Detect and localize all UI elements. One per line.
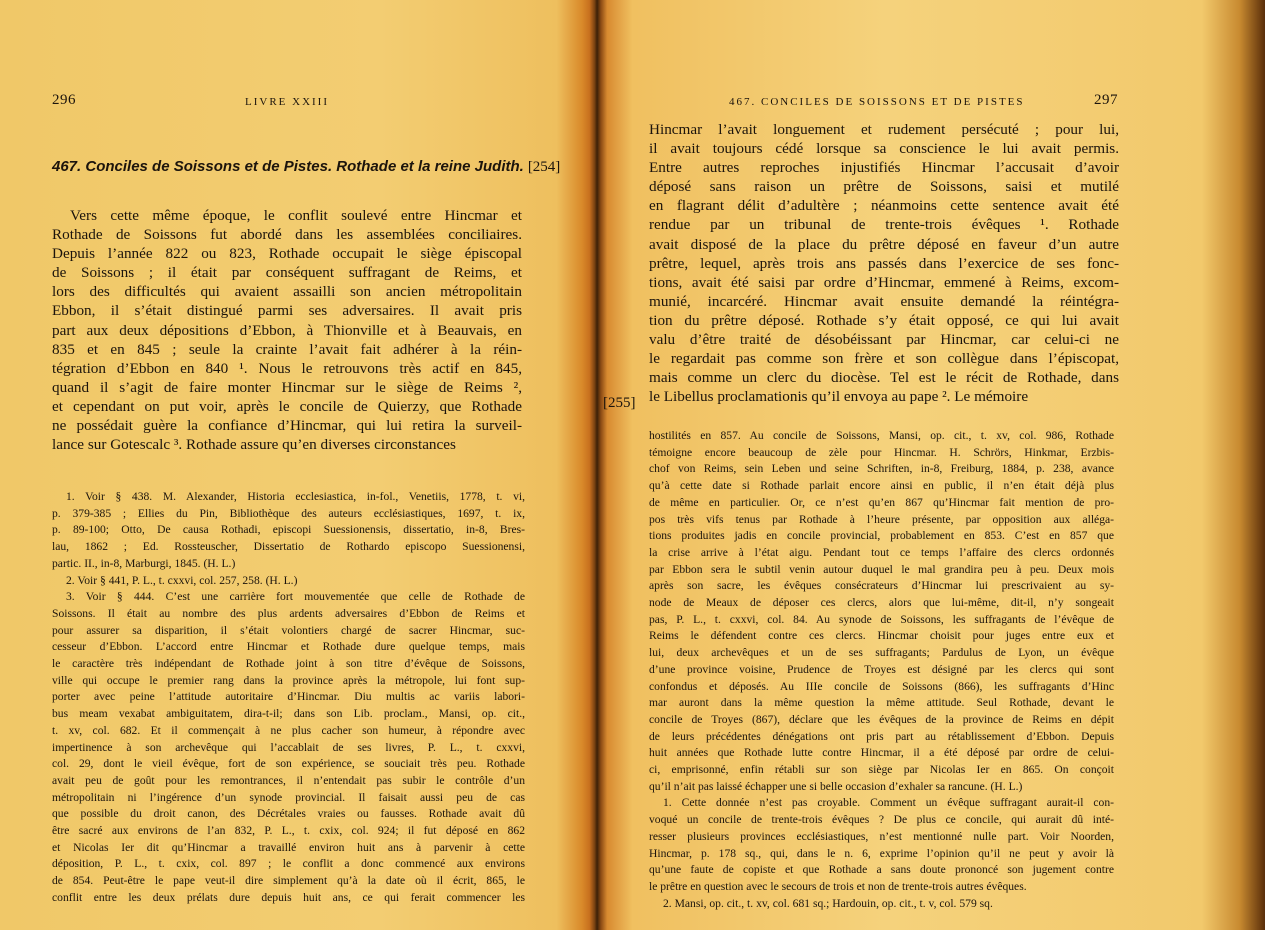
text-line: Reims le défendent contre ces clercs. Hincmar choisit pour juges entre eux et [649,629,1114,643]
text-line: 2. Voir § 441, P. L., t. cxxvi, col. 257, 258. (H. L.) [66,573,298,587]
text-line: munié, incarcéré. Hincmar avait ensuite demandé la réintégra- [649,292,1119,310]
text-line: part aux deux dépositions d’Ebbon, à Thionville et à Beauvais, en [52,321,522,339]
text-line: être sacré aux environs de l’an 832, P. L., t. cxix, col. 924; il fut déposé en 862 [52,824,525,838]
text-line: ci, emprisonné, enfin rétabli sur son siège par Nicolas Ier en 865. On conçoit [649,763,1114,777]
text-line: de Soissons ; il était par conséquent suffragant de Reims, et [52,264,522,282]
text-line: témoigne encore beaucoup de zèle pour Hincmar. H. Schrörs, Hinkmar, Erzbis- [649,445,1114,459]
section-title-text: 467. Conciles de Soissons et de Pistes. Rothade et la reine Judith. [52,158,524,175]
text-line: Depuis l’année 822 ou 823, Rothade occupait le siège épiscopal [52,245,522,263]
text-line: col. 29, dont le vieil évêque, fort de son expérience, se souciait très peu. Rothade [52,757,525,771]
text-line: Ebbon, il s’était distingué parmi ses adversaires. Il avait pris [52,302,522,320]
section-title [52,158,572,176]
footnotes [52,489,525,907]
text-line: avait disposé de la place du prêtre déposé en faveur d’un autre [649,235,1119,253]
text-line: Rothade de Soissons fut abordé dans les assemblées conciliaires. [52,226,522,244]
text-line: déposé sans raison un prêtre de Soissons, saisi et mutilé [649,178,1119,196]
text-line: après son sacre, les évêques consécrateurs d’Hincmar lui prescrivaient au sy- [649,579,1114,593]
right-page [593,0,1253,930]
text-line: le caractère très indépendant de Rothade joint à son titre d’évêque de Soissons, [52,657,525,671]
main-text [52,206,522,454]
text-line: ville qui occupe le premier rang dans la province après la métropole, lui font sup- [52,673,525,687]
text-line: tions, avait été saisi par ordre d’Hincmar, emmené à Reims, excom- [649,273,1119,291]
text-line: qu’à cette date si Rothade parlait encore ainsi en public, il n’en était déjà plus [649,479,1114,493]
text-line: 835 et en 845 ; seule la crainte l’avait fait adhérer à la réin- [52,340,522,358]
text-line: 2. Mansi, op. cit., t. xv, col. 681 sq.; Hardouin, op. cit., t. v, col. 579 sq. [663,896,993,910]
text-line: tégration d’Ebbon en 840 ¹. Nous le retrouvons très actif en 845, [52,359,522,377]
text-line: hostilités en 857. Au concile de Soissons, Mansi, op. cit., t. xv, col. 986, Rothade [649,429,1114,442]
text-line: p. 379-385 ; Ellies du Pin, Bibliothèque des auteurs ecclésiastiques, 1697, t. ix, [52,506,525,520]
text-line: impertinence à son archevêque qui l’accablait de ses livres, P. L., t. cxxvi, [52,740,525,754]
page-number: 296 [52,92,76,108]
text-line: cesseur d’Ebbon. L’accord entre Hincmar et Rothade dure quelque temps, mais [52,640,525,654]
text-line: pas, P. L., t. cxxvi, col. 84. Au synode de Soissons, les suffragants de l’évêque de [649,612,1114,626]
text-line: lance sur Gotescalc ³. Rothade assure qu’en diverses circonstances [52,436,456,454]
text-line: rendue par un tribunal de trente-trois évêques ¹. Rothade [649,216,1119,234]
text-line: node de Meaux de déposer ces clercs, alors que lui-même, dit-il, n’y songeait [649,596,1114,610]
text-line: qu’il n’ait pas laissé échapper une si belle occasion d’exhaler sa rancune. (H. L.) [649,779,1023,793]
footnotes [649,428,1114,912]
text-line: pos très vifs tenus par Rothade à l’heure présente, par opposition aux alléga- [649,512,1114,526]
text-line: Entre autres reproches injustifiés Hincmar l’accusait d’avoir [649,159,1119,177]
text-line: voqué un concile de trente-trois évêques ? De plus ce concile, qui aurait dû inté- [649,813,1114,827]
text-line: porter avec peine l’attitude autoritaire d’Hincmar. Diu multis ac variis labori- [52,690,525,704]
section-margin-mark: [254] [527,159,561,175]
text-line: quand il s’agit de faire monter Hincmar sur le siège de Reims ², [52,378,522,396]
text-line: le prêtre en question avec le secours de trois et non de trente-trois autres évêques. [649,879,1027,893]
text-line: confondus et déposés. Au IIIe concile de Soissons (866), les suffragants d’Hinc [649,679,1114,693]
text-line: la crise arrive à l’état aigu. Pendant tout ce temps l’affaire des clercs ordonnés [649,545,1114,559]
text-line: lors des difficultés qui avaient assailli son ancien métropolitain [52,283,522,301]
text-line: et Nicolas Ier dit qu’Hincmar a travaillé environ huit ans à parvenir à cette [52,840,525,854]
text-line: prêtre, lequel, après trois ans passés dans l’exercice de ses fonc- [649,254,1119,272]
text-line: mais comme un clerc du diocèse. Tel est le récit de Rothade, dans [649,369,1119,387]
text-line: de leurs précédentes dénégations ont pris part au rétablissement d’Ebbon. Depuis [649,729,1114,743]
text-line: Vers cette même époque, le conflit soulevé entre Hincmar et [70,207,522,224]
text-line: huit années que Rothade lutte contre Hincmar, il a été déposé par ordre de celui- [649,746,1114,760]
text-line: tion du prêtre déposé. Rothade s’y était opposé, ce qui lui avait [649,311,1119,329]
text-line: métropolitain ni l’ingérence d’un synode provincial. Il faisait aussi peu de cas [52,790,525,804]
text-line: mar auront dans la même question la même attitude. Seul Rothade, devant le [649,696,1114,710]
text-line: partic. II., in-8, Marburgi, 1845. (H. L.) [52,556,236,570]
text-line: de même en particulier. Or, ce n’est qu’en 867 qu’Hincmar fait mention de pro- [649,495,1114,509]
main-text [649,120,1119,406]
text-line: lui, deux archevêques et un de ses suffragants; Pardulus de Lyon, un évêque [649,646,1114,660]
page-number: 297 [1094,92,1118,108]
text-line: 3. Voir § 444. C’est une carrière fort mouvementée que celle de Rothade de [66,590,525,604]
text-line: valu d’être traité de désobéissant par Hincmar, car celui-ci ne [649,331,1119,349]
text-line: que possible du droit canon, des Décrétales vraies ou fausses. Rothade avait dû [52,807,525,821]
text-line: chof von Reims, sein Leben und seine Schriften, in-8, Freiburg, 1884, p. 238, avance [649,462,1114,476]
left-page [0,0,585,930]
text-line: par Ebbon sera le subtil venin autour duquel le mal grandira peu à peu. Deux mois [649,562,1114,576]
text-line: 1. Voir § 438. M. Alexander, Historia ecclesiastica, in-fol., Venetiis, 1778, t. vi, [66,490,525,503]
text-line: t. xv, col. 682. Et il commençait à ne plus cacher son humeur, à répondre avec [52,723,525,737]
text-line: Soissons. Il était au nombre des plus ardents adversaires d’Ebbon de Reims et [52,606,525,620]
text-line: en flagrant délit d’adultère ; néanmoins cette sentence avait été [649,197,1119,215]
text-line: bus meam vexabat ambiguitatem, dira-t-il; dans son Lib. proclam., Mansi, op. cit., [52,707,525,721]
text-line: le regardait pas comme son frère et son collègue dans l’épiscopat, [649,350,1119,368]
text-line: et cependant on put voir, après le concile de Quierzy, que Rothade [52,397,522,415]
text-line: lau, 1862 ; Ed. Rossteuscher, Dissertatio de Rothardo episcopo Suessionensi, [52,540,525,554]
text-line: p. 89-100; Otto, De causa Rothadi, episcopi Suessionensis, dissertatio, in-8, Bres- [52,523,525,537]
text-line: il avait toujours cédé lorsque sa conscience le lui avait permis. [649,140,1119,158]
text-line: avait peu de goût pour les remontrances, il n’entendait pas subir le contrôle d’un [52,773,525,787]
text-line: qu’une faute de copiste et que Rothade a sans doute prononcé son jugement contre [649,863,1114,877]
text-line: déposition, P. L., t. cxix, col. 897 ; le conflit a donc commencé aux environs [52,857,525,871]
text-line: ne possédait guère la confiance d’Hincmar, qui lui retira la surveil- [52,417,522,435]
text-line: Hincmar l’avait longuement et rudement persécuté ; pour lui, [649,121,1119,138]
text-line: conflit entre les deux prélats dure depuis huit ans, ce qui ferait commencer les [52,890,525,904]
running-head: 467. CONCILES DE SOISSONS ET DE PISTES [729,96,1025,108]
text-line: resser plusieurs provinces ecclésiastiques, n’est mentionné nulle part. Voir Noorden, [649,829,1114,843]
text-line: 1. Cette donnée n’est pas croyable. Comment un évêque suffragant aurait-il con- [663,796,1114,810]
margin-mark: [255] [603,395,636,411]
text-line: le Libellus proclamationis qu’il envoya au pape ². Le mémoire [649,388,1029,406]
text-line: pour assurer sa disparition, il s’était volontiers chargé de sacrer Hincmar, suc- [52,623,525,637]
text-line: de 854. Peut-être le pape veut-il dire simplement qu’à la date où il écrit, 865, le [52,874,525,888]
running-head: LIVRE XXIII [245,96,330,108]
text-line: Hincmar, p. 178 sq., qui, dans le n. 6, exprime l’opinion qu’il ne peut y avoir là [649,846,1114,860]
text-line: d’une province voisine, Prudence de Troyes est désigné par les clercs qui sont [649,662,1114,676]
text-line: concile de Troyes (867), déclare que les évêques de la province de Reims en dépit [649,712,1114,726]
text-line: tions produites jadis en concile provincial, probablement en 853. C’est en 857 que [649,529,1114,543]
